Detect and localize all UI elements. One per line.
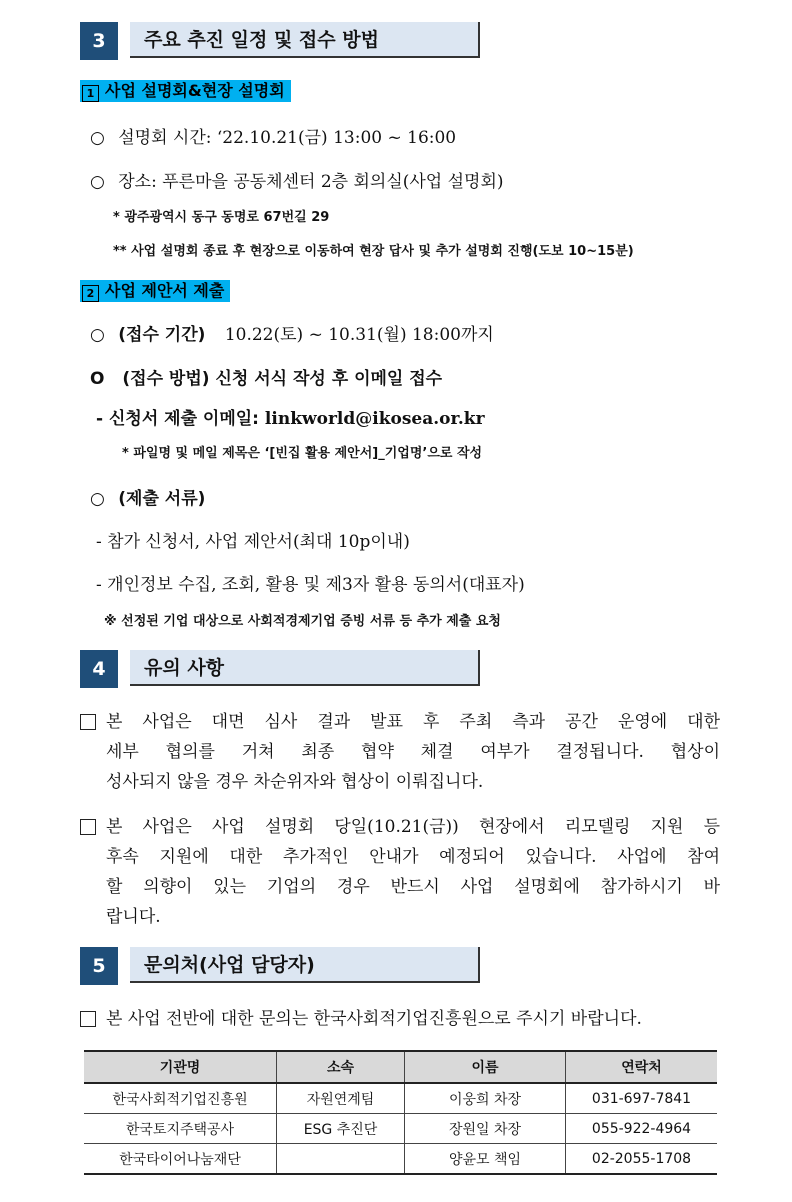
additional-docs-note: ※ 선정된 기업 대상으로 사회적경제기업 증빙 서류 등 추가 제출 요청 (104, 614, 501, 629)
method-line (90, 364, 442, 389)
header-department: 소속 (277, 1051, 405, 1083)
section-5-header (80, 947, 480, 985)
venue-text: 장소: 푸른마을 공동체센터 2층 회의실(사업 설명회) (118, 172, 504, 192)
notice-line: 할 의향이 있는 기업의 경우 반드시 사업 설명회에 참가하시기 바 (106, 877, 720, 897)
checkbox-icon (80, 1011, 96, 1027)
document-item-1: - 참가 신청서, 사업 제안서(최대 10p이내) (96, 532, 410, 552)
subsection-1-header (80, 80, 291, 102)
contact-table (84, 1050, 717, 1175)
address-note: * 광주광역시 동구 동명로 67번길 29 (113, 210, 330, 225)
period-label: (접수 기간) (118, 325, 206, 345)
method-text: (접수 방법) 신청 서식 작성 후 이메일 접수 (122, 369, 443, 389)
organization-cell: 한국사회적기업진흥원 (84, 1083, 277, 1114)
schedule-time-text: 설명회 시간: ‘22.10.21(금) 13:00 ~ 16:00 (118, 128, 457, 148)
email-note: * 파일명 및 메일 제목은 ‘[빈집 활용 제안서]_기업명’으로 작성 (122, 446, 483, 461)
notice-line: 후속 지원에 대한 추가적인 안내가 예정되어 있습니다. 사업에 참여 (106, 847, 720, 867)
table-header-row (84, 1051, 717, 1083)
header-organization: 기관명 (84, 1051, 277, 1083)
section-number: 5 (80, 947, 118, 985)
circle-bullet-icon: ○ (90, 172, 105, 192)
subsection-number: 2 (82, 285, 99, 302)
table-row (84, 1083, 717, 1114)
department-cell (277, 1144, 405, 1175)
circle-bullet-icon: O (90, 369, 105, 389)
documents-label: (제출 서류) (118, 489, 206, 509)
table-row (84, 1144, 717, 1175)
checkbox-icon (80, 819, 96, 835)
period-line (90, 320, 494, 345)
subsection-2-header (80, 280, 230, 302)
notice-line: 세부 협의를 거쳐 최종 협약 체결 여부가 결정됩니다. 협상이 (106, 742, 720, 762)
subsection-title: 사업 제안서 제출 (105, 281, 225, 300)
section-title: 문의처(사업 담당자) (130, 947, 480, 983)
name-cell: 양윤모 책임 (405, 1144, 566, 1175)
header-phone: 연락처 (566, 1051, 718, 1083)
circle-bullet-icon: ○ (90, 325, 105, 345)
section-3-header (80, 22, 480, 60)
email-line (96, 404, 485, 429)
section-title: 주요 추진 일정 및 접수 방법 (130, 22, 480, 58)
subsection-title: 사업 설명회&현장 설명회 (105, 81, 285, 100)
section-number: 4 (80, 650, 118, 688)
section-number: 3 (80, 22, 118, 60)
notice-1 (80, 707, 720, 797)
document-item-2: - 개인정보 수집, 조회, 활용 및 제3자 활용 동의서(대표자) (96, 575, 525, 595)
circle-bullet-icon: ○ (90, 489, 105, 509)
notice-line: 랍니다. (106, 907, 161, 927)
notice-line: 성사되지 않을 경우 차순위자와 협상이 이뤄집니다. (106, 772, 484, 792)
checkbox-icon (80, 714, 96, 730)
site-visit-note: ** 사업 설명회 종료 후 현장으로 이동하여 현장 답사 및 추가 설명회 진행(도보 10~15분) (113, 244, 634, 259)
department-cell: 자원연계팀 (277, 1083, 405, 1114)
phone-cell: 031-697-7841 (566, 1083, 718, 1114)
venue-line (90, 167, 504, 192)
circle-bullet-icon: ○ (90, 128, 105, 148)
section-4-header (80, 650, 480, 688)
name-cell: 이웅희 차장 (405, 1083, 566, 1114)
contact-intro-text: 본 사업 전반에 대한 문의는 한국사회적기업진흥원으로 주시기 바랍니다. (106, 1009, 642, 1029)
organization-cell: 한국타이어나눔재단 (84, 1144, 277, 1175)
contact-intro (80, 1004, 720, 1034)
subsection-number: 1 (82, 85, 99, 102)
notice-2 (80, 812, 720, 932)
email-address: linkworld@ikosea.or.kr (264, 409, 485, 429)
email-label: - 신청서 제출 이메일: (96, 409, 259, 429)
phone-cell: 02-2055-1708 (566, 1144, 718, 1175)
documents-line (90, 484, 205, 509)
organization-cell: 한국토지주택공사 (84, 1114, 277, 1144)
notice-line: 본 사업은 대면 심사 결과 발표 후 주최 측과 공간 운영에 대한 (106, 712, 720, 732)
department-cell: ESG 추진단 (277, 1114, 405, 1144)
table-row (84, 1114, 717, 1144)
schedule-time-line (90, 123, 456, 148)
name-cell: 장원일 차장 (405, 1114, 566, 1144)
section-title: 유의 사항 (130, 650, 480, 686)
notice-line: 본 사업은 사업 설명회 당일(10.21(금)) 현장에서 리모델링 지원 등 (106, 817, 720, 837)
period-value: 10.22(토) ~ 10.31(월) 18:00까지 (224, 325, 494, 345)
header-name: 이름 (405, 1051, 566, 1083)
phone-cell: 055-922-4964 (566, 1114, 718, 1144)
